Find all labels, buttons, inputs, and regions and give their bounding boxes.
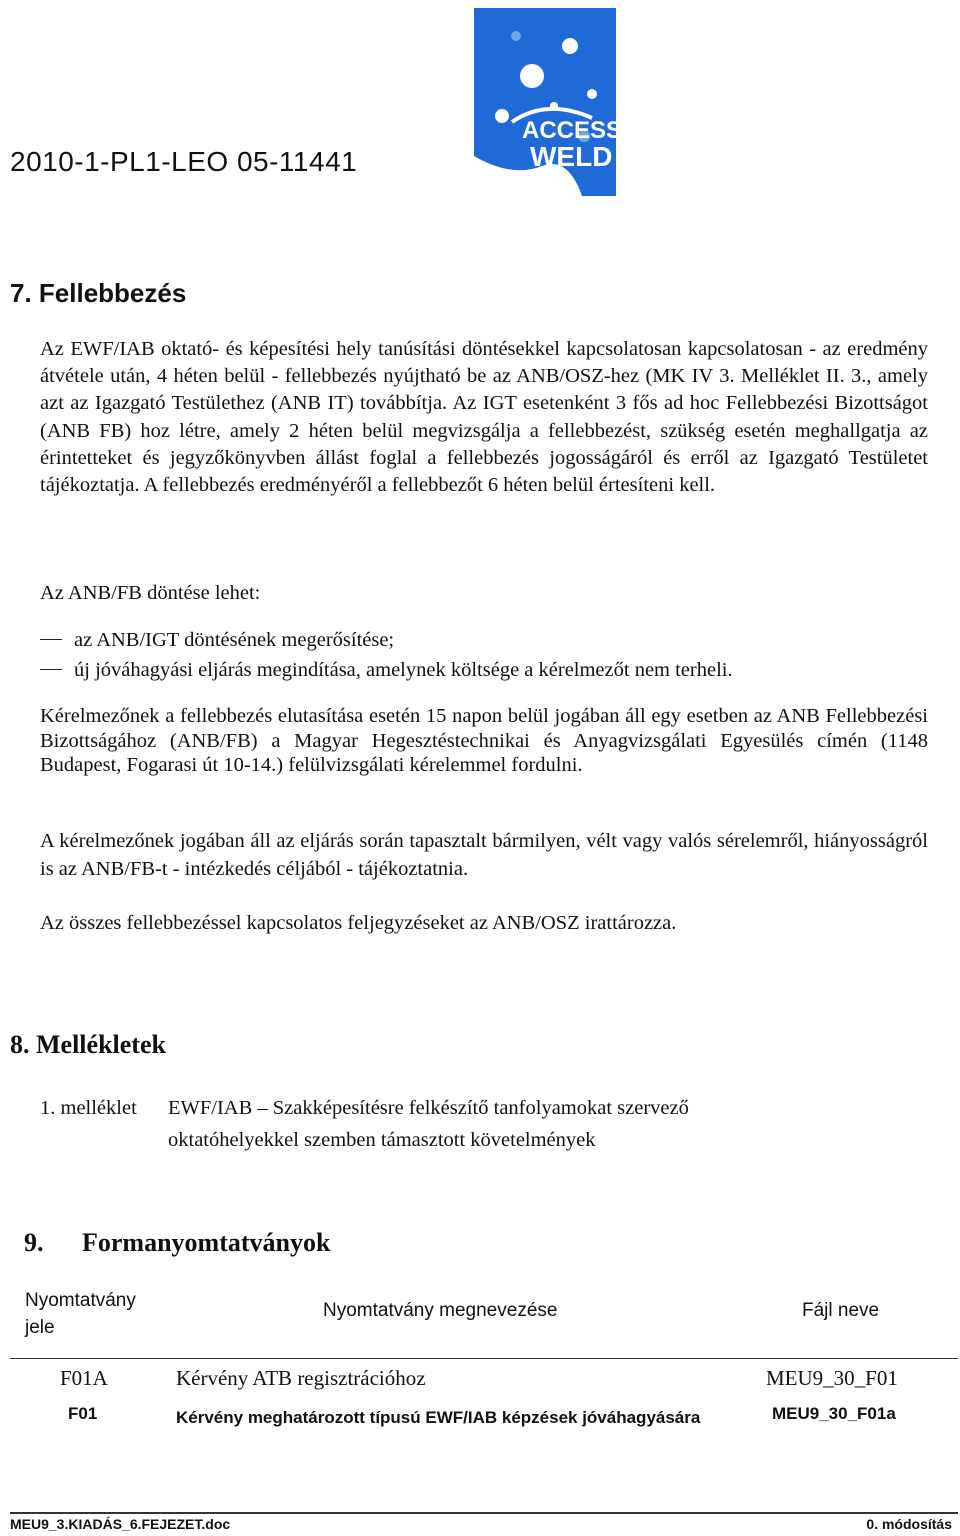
- annex-line-1: EWF/IAB – Szakképesítésre felkészítő tanfolyamokat szervező: [168, 1097, 689, 1119]
- access-weld-logo: [472, 6, 618, 198]
- dash-bullet-icon: [40, 639, 62, 640]
- table-row-2-code: F01: [68, 1404, 98, 1423]
- annex-line-2: oktatóhelyekkel szemben támasztott követelmények: [168, 1129, 596, 1151]
- decision-item: az ANB/IGT döntésének megerősítése;: [40, 628, 733, 653]
- appeal-paragraph-4: A kérelmezőnek jogában áll az eljárás során tapasztalt bármilyen, vélt vagy valós sérelemről, hiányosságról is az ANB/FB-t - intézkedés céljából - tájékoztatnia.: [40, 830, 928, 880]
- footer-filename: MEU9_3.KIADÁS_6.FEJEZET.doc: [10, 1516, 231, 1532]
- footer-rule: [10, 1512, 958, 1514]
- table-header-name: Nyomtatvány megnevezése: [323, 1300, 558, 1321]
- annex-label: 1. melléklet: [40, 1097, 137, 1119]
- dash-bullet-icon: [40, 669, 62, 670]
- logo-text-access: ACCESS: [522, 117, 618, 144]
- table-row-1-file: MEU9_30_F01: [766, 1366, 898, 1390]
- appeal-paragraph-5: Az összes fellebbezéssel kapcsolatos feljegyzéseket az ANB/OSZ irattározza.: [40, 912, 677, 934]
- table-row-1-code: F01A: [60, 1366, 108, 1390]
- decision-intro: Az ANB/FB döntése lehet:: [40, 582, 261, 604]
- decision-item: új jóváhagyási eljárás megindítása, amelynek költsége a kérelmezőt nem terheli.: [40, 658, 733, 683]
- appeal-paragraph-3: Kérelmezőnek a fellebbezés elutasítása esetén 15 napon belül jogában áll egy esetben az ANB Fellebbezési Bizottságához (ANB/FB) a Magyar Hegesztéstechnikai és Anyagvizsgálati Egyesülés címén (1148 Budapest, Fogarasi út 10-14.) felülvizsgálati kérelemmel fordulni.: [40, 705, 928, 776]
- table-row-1-name: Kérvény ATB regisztrációhoz: [176, 1366, 426, 1390]
- appeal-paragraph-1: Az EWF/IAB oktató- és képesítési hely tanúsítási döntésekkel kapcsolatosan kapcsolatosan - az eredmény átvétele után, 4 héten belül - fellebbezés nyújtható be az ANB/OSZ-hez (MK IV 3. Melléklet II. 3., amely azt az Igazgató Testülethez (ANB IT) továbbítja. Az IGT esetenként 3 fős ad hoc Fellebbezési Bizottságot (ANB FB) hoz létre, amely 2 héten belül megvizsgálja a fellebbezést, szükség esetén meghallgatja az érintetteket és jegyzőkönyvben állást foglal a fellebbezés jogosságáról és erről az Igazgató Testületet tájékoztatja. A fellebbezés eredményéről a fellebbezőt 6 héten belül értesíteni kell.: [40, 338, 928, 497]
- table-header-code: Nyomtatvány jele: [25, 1290, 136, 1338]
- table-row-2-name: Kérvény meghatározott típusú EWF/IAB képzések jóváhagyására: [176, 1408, 701, 1427]
- section-7-title: 7. Fellebbezés: [10, 278, 187, 308]
- section-9-number: 9.: [24, 1228, 44, 1257]
- logo-text-weld: WELD: [530, 141, 613, 172]
- table-header-file: Fájl neve: [802, 1300, 880, 1321]
- section-8-title: 8. Mellékletek: [10, 1030, 166, 1059]
- table-header-rule: [10, 1358, 958, 1359]
- section-9-title: Formanyomtatványok: [82, 1228, 331, 1257]
- document-code: 2010-1-PL1-LEO 05-11441: [10, 146, 358, 177]
- table-row-2-file: MEU9_30_F01a: [772, 1404, 896, 1423]
- footer-revision: 0. módosítás: [866, 1516, 952, 1532]
- decision-list: [40, 628, 733, 683]
